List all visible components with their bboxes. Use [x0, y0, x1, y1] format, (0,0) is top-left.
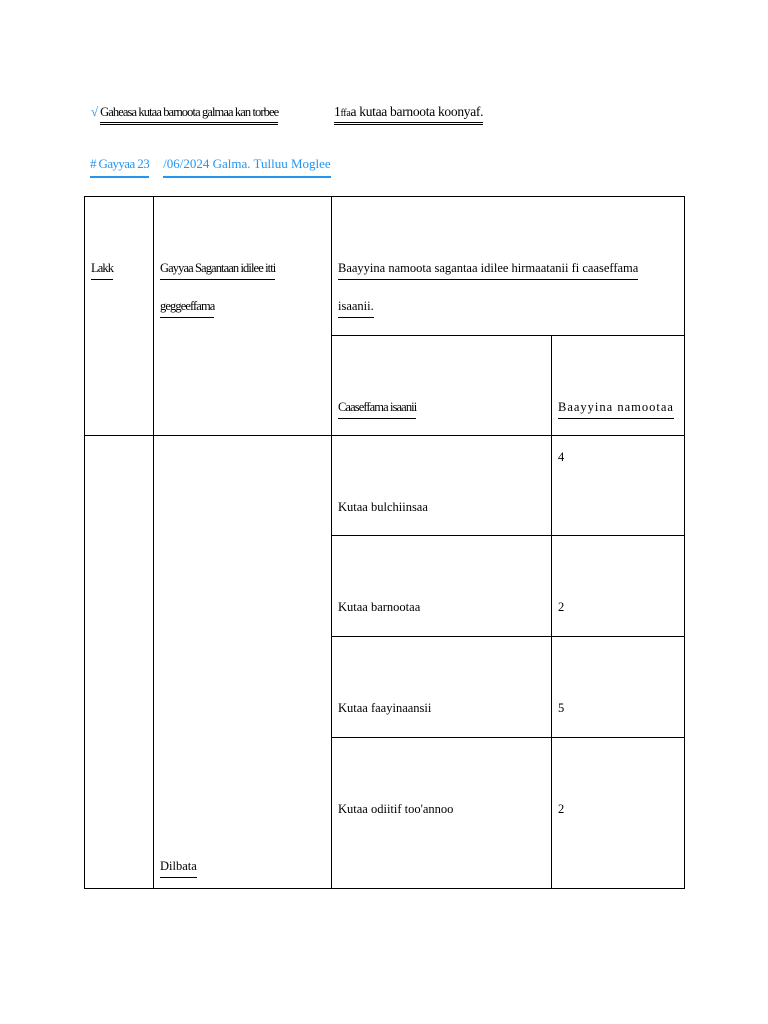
header-text-line1: Baayyina namoota sagantaa idilee hirmaatanii fi caaseffama: [338, 261, 638, 280]
check-mark-icon: √: [91, 104, 99, 119]
lakk-cell: [85, 436, 154, 889]
date-line: [90, 156, 331, 178]
heading-title-right-sup: ffa: [340, 108, 351, 119]
heading-title-left: Gaheasa kutaa barnoota galmaa kan torbee: [100, 105, 278, 125]
row-count-cell: [552, 536, 685, 637]
row-name: Kutaa barnootaa: [338, 600, 421, 614]
row-name-cell: [332, 637, 552, 738]
row-count-cell: [552, 637, 685, 738]
row-count-cell: [552, 436, 685, 536]
caaseffama-label: Caaseffama isaanii: [338, 400, 416, 419]
row-count: 5: [558, 701, 565, 715]
row-name-cell: [332, 436, 552, 536]
document-heading: [91, 104, 484, 125]
row-name: Kutaa bulchiinsaa: [338, 500, 428, 514]
row-count: 2: [558, 802, 565, 816]
row-count: 2: [558, 600, 565, 614]
day-cell: [154, 436, 332, 889]
schedule-table: [84, 196, 685, 889]
header-text-line2: isaanii.: [338, 299, 374, 318]
date-line-part-b: /06/2024 Galma. Tulluu Moglee: [163, 156, 331, 178]
header-cell-baayyina: [332, 197, 685, 336]
row-name-cell: [332, 536, 552, 637]
row-count-cell: [552, 738, 685, 889]
heading-title-right: [334, 104, 483, 125]
date-line-part-a: # Gayyaa 23: [90, 156, 149, 178]
gayyaa-label-line1: Gayyaa Sagantaan idilee itti: [160, 261, 275, 280]
row-count: 4: [558, 450, 565, 464]
row-name-cell: [332, 738, 552, 889]
lakk-label: Lakk: [91, 261, 113, 280]
count-label: Baayyina namootaa: [558, 400, 674, 419]
subheader-cell-caaseffama: [332, 336, 552, 436]
header-cell-lakk: [85, 197, 154, 436]
heading-title-right-rest: a kutaa barnoota koonyaf.: [350, 104, 484, 119]
header-cell-gayyaa: [154, 197, 332, 436]
gayyaa-label-line2: geggeeffama: [160, 299, 214, 318]
table-row: [85, 436, 685, 536]
heading-title-right-prefix: 1: [334, 104, 341, 119]
subheader-cell-count: [552, 336, 685, 436]
row-name: Kutaa faayinaansii: [338, 701, 432, 715]
day-label: Dilbata: [160, 859, 197, 878]
table-header-row: [85, 197, 685, 336]
row-name: Kutaa odiitif too'annoo: [338, 802, 454, 816]
